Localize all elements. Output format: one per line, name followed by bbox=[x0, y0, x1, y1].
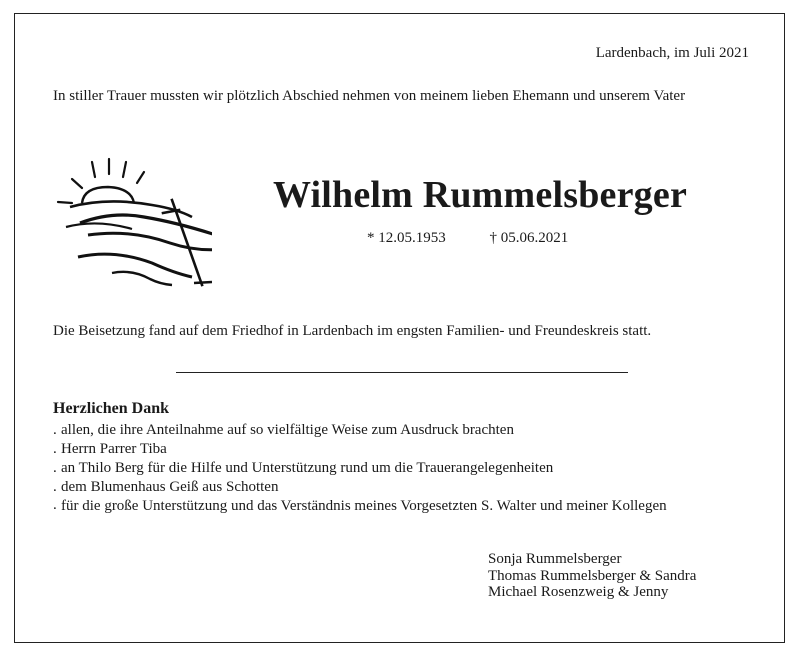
birth-date: * 12.05.1953 bbox=[367, 230, 446, 246]
list-item: . für die große Unterstützung und das Verständnis meines Vorgesetzten S. Walter und meiner Kollegen bbox=[53, 497, 753, 515]
life-dates bbox=[367, 230, 568, 247]
list-item: . an Thilo Berg für die Hilfe und Unterstützung rund um die Trauerangelegenheiten bbox=[53, 459, 753, 478]
deceased-name: Wilhelm Rummelsberger bbox=[272, 174, 688, 216]
burial-text: Die Beisetzung fand auf dem Friedhof in Lardenbach im engsten Familien- und Freundeskreis statt. bbox=[53, 323, 652, 339]
obituary-notice bbox=[14, 13, 785, 643]
thanks-list bbox=[53, 421, 753, 515]
sunrise-hills-cross-icon bbox=[52, 157, 212, 292]
signer-name: Thomas Rummelsberger & Sandra bbox=[488, 567, 697, 584]
list-item: . dem Blumenhaus Geiß aus Schotten bbox=[53, 478, 753, 497]
signer-name: Michael Rosenzweig & Jenny bbox=[488, 584, 669, 600]
list-item: . allen, die ihre Anteilnahme auf so vielfältige Weise zum Ausdruck brachten bbox=[53, 421, 753, 440]
death-date: † 05.06.2021 bbox=[489, 230, 569, 246]
list-item: . Herrn Parrer Tiba bbox=[53, 440, 753, 459]
place-date: Lardenbach, im Juli 2021 bbox=[595, 45, 749, 61]
intro-text: In stiller Trauer mussten wir plötzlich Abschied nehmen von meinem lieben Ehemann und unserem Vater bbox=[53, 88, 686, 104]
signer-name: Sonja Rummelsberger bbox=[488, 551, 622, 567]
thanks-title: Herzlichen Dank bbox=[53, 400, 169, 417]
signers bbox=[488, 551, 696, 601]
divider-line bbox=[176, 372, 628, 373]
